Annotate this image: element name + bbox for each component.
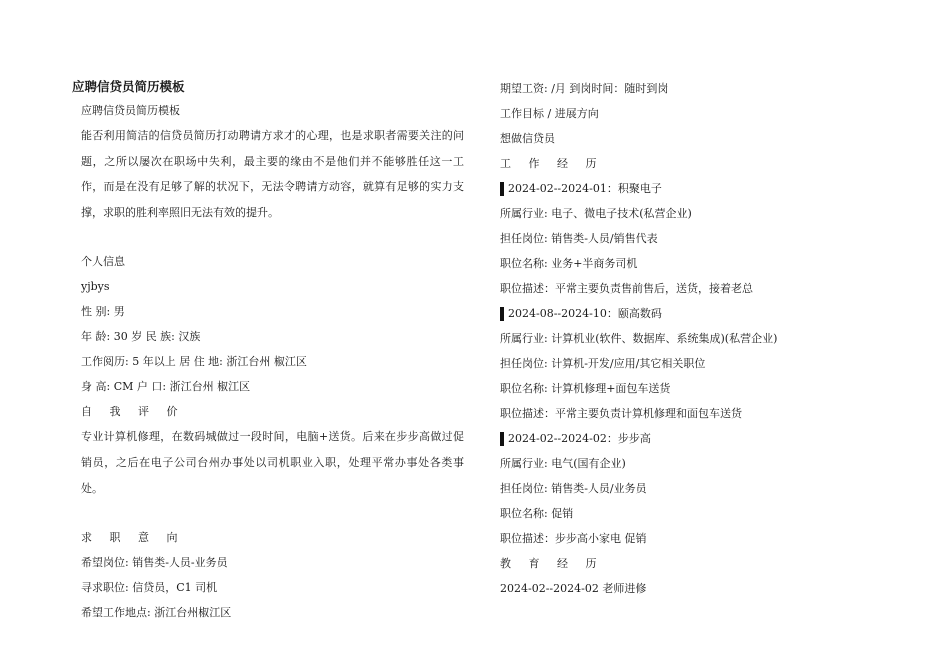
job-title-line: 职位名称: 促销 (500, 507, 574, 520)
job-period-text: 2024-08--2024-10：颐高数码 (508, 307, 662, 320)
gender-line: 性 别: 男 (81, 305, 125, 319)
self-evaluation-text: 专业计算机修理，在数码城做过一段时间，电脑+送货。后来在步步高做过促销员，之后在电子公司台州办事处以司机职业入职，处理平常办事处各类事处。 (81, 430, 464, 495)
desired-position-line: 希望岗位: 销售类-人员-业务员 (81, 556, 228, 570)
document-subtitle: 应聘信贷员简历模板 (81, 104, 180, 117)
work-goal-heading: 工作目标 / 进展方向 (500, 107, 599, 120)
job-post-line: 担任岗位: 销售类-人员/业务员 (500, 482, 647, 495)
job-period-2 (500, 301, 900, 326)
left-column (72, 76, 464, 625)
job-description-line: 职位描述：步步高小家电 促销 (500, 532, 647, 545)
job-title-line: 职位名称: 计算机修理+面包车送货 (500, 382, 671, 395)
job-industry-line: 所属行业: 计算机业(软件、数据库、系统集成)(私营企业) (500, 332, 778, 345)
personal-info-heading: 个人信息 (81, 255, 125, 269)
job-description-line: 职位描述：平常主要负责售前售后，送货，接着老总 (500, 282, 753, 295)
seeking-position-line: 寻求职位: 信贷员，C1 司机 (81, 581, 218, 595)
education-heading: 教 育 经 历 (500, 557, 604, 570)
document-title: 应聘信贷员简历模板 (72, 79, 185, 94)
work-years-residence-line: 工作阅历: 5 年以上 居 住 地: 浙江台州 椒江区 (81, 355, 307, 369)
bullet-bar (500, 182, 504, 196)
job-title-line: 职位名称: 业务+半商务司机 (500, 257, 638, 270)
applicant-name: yjbys (81, 280, 110, 294)
intro-paragraph: 能否利用简洁的信贷员简历打动聘请方求才的心理，也是求职者需要关注的问题，之所以屡次在职场中失利，最主要的缘由不是他们并不能够胜任这一工作，而是在没有足够了解的状况下，无法令聘请方动容，就算有足够的实力支撑，求职的胜利率照旧无法有效的提升。 (81, 129, 464, 219)
self-evaluation-heading: 自 我 评 价 (81, 405, 185, 419)
education-entry: 2024-02--2024-02 老师进修 (500, 582, 647, 595)
job-period-text: 2024-02--2024-01：积聚电子 (508, 182, 662, 195)
spacer (72, 501, 464, 525)
bullet-bar (500, 432, 504, 446)
job-description-line: 职位描述：平常主要负责计算机修理和面包车送货 (500, 407, 742, 420)
job-industry-line: 所属行业: 电气(国有企业) (500, 457, 626, 470)
height-hukou-line: 身 高: CM 户 口: 浙江台州 椒江区 (81, 380, 251, 394)
job-post-line: 担任岗位: 计算机-开发/应用/其它相关职位 (500, 357, 706, 370)
age-ethnicity-line: 年 龄: 30 岁 民 族: 汉族 (81, 330, 201, 344)
desired-location-line: 希望工作地点: 浙江台州椒江区 (81, 606, 232, 620)
spacer (72, 225, 464, 249)
right-column (500, 76, 900, 601)
work-goal-text: 想做信贷员 (500, 132, 555, 145)
job-post-line: 担任岗位: 销售类-人员/销售代表 (500, 232, 658, 245)
job-intent-heading: 求 职 意 向 (81, 531, 185, 545)
job-period-1 (500, 176, 900, 201)
bullet-bar (500, 307, 504, 321)
salary-start-line: 期望工资: /月 到岗时间：随时到岗 (500, 82, 669, 95)
job-industry-line: 所属行业: 电子、微电子技术(私营企业) (500, 207, 692, 220)
work-experience-heading: 工 作 经 历 (500, 157, 604, 170)
job-period-3 (500, 426, 900, 451)
job-period-text: 2024-02--2024-02：步步高 (508, 432, 651, 445)
